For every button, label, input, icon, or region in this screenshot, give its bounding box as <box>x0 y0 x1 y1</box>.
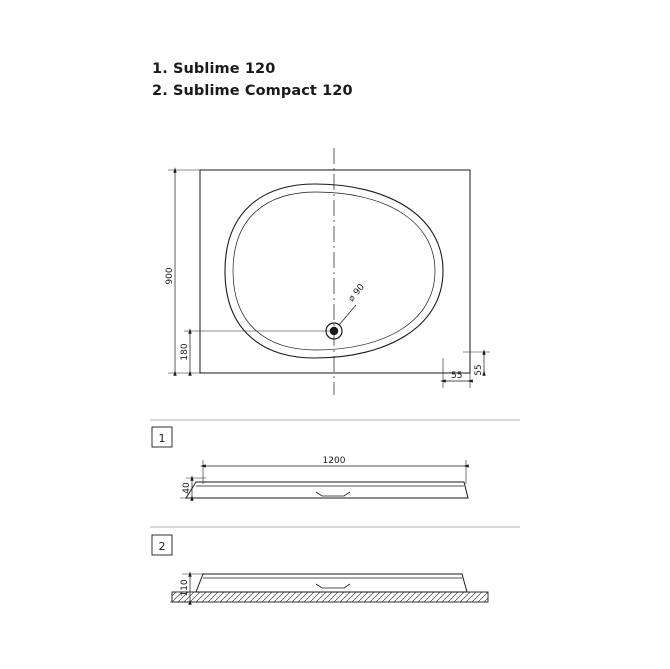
dim-label-40: 40 <box>182 482 192 494</box>
section-1-badge-label: 1 <box>158 432 166 445</box>
plan-view-group <box>165 148 490 395</box>
product-title-line-2: 2. Sublime Compact 120 <box>152 83 353 100</box>
section-1-group <box>152 427 468 498</box>
dim-label-180: 180 <box>180 343 190 361</box>
section-2-badge-label: 2 <box>158 540 166 553</box>
section-1-drain-detail <box>316 492 350 496</box>
dim-label-1200: 1200 <box>322 456 346 466</box>
dim-label-110: 110 <box>180 579 190 597</box>
dim-label-55-right: 55 <box>474 364 484 376</box>
floor-hatch-band <box>172 592 488 602</box>
section-2-profile <box>196 574 467 592</box>
section-2-group <box>152 535 488 602</box>
dim-label-55-bottom: 55 <box>451 371 463 381</box>
drain-leader-line <box>339 305 356 325</box>
dim-label-900: 900 <box>165 267 175 285</box>
drain-diameter-label: ⌀ 90 <box>346 282 367 304</box>
tray-outline-rect <box>200 170 470 373</box>
product-title-line-1: 1. Sublime 120 <box>152 61 276 77</box>
section-2-drain-detail <box>316 584 350 588</box>
